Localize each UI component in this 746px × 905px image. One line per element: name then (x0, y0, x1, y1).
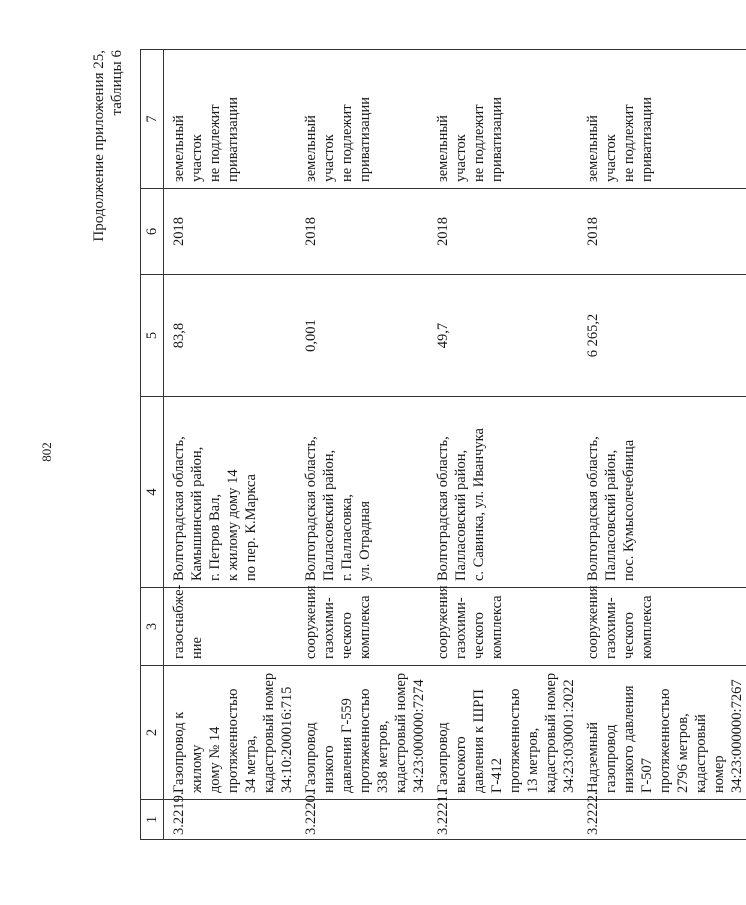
row-number: 3.2221. (428, 800, 578, 840)
continuation-line-1: Продолжение приложения 25, (91, 50, 107, 242)
table-row (578, 50, 746, 840)
object-address: Волгоградская область, Палласовский район, пос. Кумысолечебница (578, 397, 746, 588)
object-address: Волгоградская область, Камышинский район, г. Петров Вал, к жилому дому 14 по пер. К.Маркса (164, 397, 297, 588)
table-row (428, 50, 578, 840)
property-table (140, 49, 746, 840)
continuation-line-2: таблицы 6 (109, 50, 125, 116)
object-address: Волгоградская область, Палласовский район, с. Савинка, ул. Иванчука (428, 397, 578, 588)
object-address: Волгоградская область, Палласовский район, г. Палласовка, ул. Отрадная (296, 397, 428, 588)
object-year: 2018 (578, 189, 746, 275)
column-header: 7 (141, 50, 164, 189)
object-note: земельный участок не подлежит приватизации (164, 50, 297, 189)
object-purpose: газоснабже- ние (164, 588, 297, 666)
object-area: 83,8 (164, 275, 297, 397)
page-number: 802 (39, 442, 54, 462)
object-name: Газопровод к жилому дому № 14 протяженностью 34 метра, кадастровый номер 34:10:200016:715 (164, 666, 297, 800)
rotated-content (90, 50, 745, 840)
object-name: Газопровод высокого давления к ШРП Г-412 протяженностью 13 метров, кадастровый номер 34:23:030001:2022 (428, 666, 578, 800)
row-number: 3.2222. (578, 800, 746, 840)
object-year: 2018 (164, 189, 297, 275)
object-name: Газопровод низкого давления Г-559 протяженностью 338 метров, кадастровый номер 34:23:000000:7274 (296, 666, 428, 800)
object-purpose: сооружения газохими- ческого комплекса (296, 588, 428, 666)
object-year: 2018 (296, 189, 428, 275)
table-row (296, 50, 428, 840)
object-year: 2018 (428, 189, 578, 275)
object-area: 49,7 (428, 275, 578, 397)
object-note: земельный участок не подлежит приватизации (428, 50, 578, 189)
object-name: Надземный газопровод низкого давления Г-507 протяженностью 2796 метров, кадастровый номер 34:23:000000:7267 (578, 666, 746, 800)
column-header: 3 (141, 588, 164, 666)
column-header: 2 (141, 666, 164, 800)
column-header: 4 (141, 397, 164, 588)
object-area: 6 265,2 (578, 275, 746, 397)
row-number: 3.2219. (164, 800, 297, 840)
column-header: 6 (141, 189, 164, 275)
row-number: 3.2220. (296, 800, 428, 840)
column-header: 5 (141, 275, 164, 397)
object-note: земельный участок не подлежит приватизации (296, 50, 428, 189)
object-purpose: сооружения газохими- ческого комплекса (428, 588, 578, 666)
column-header: 1 (141, 800, 164, 840)
object-purpose: сооружения газохими- ческого комплекса (578, 588, 746, 666)
object-note: земельный участок не подлежит приватизации (578, 50, 746, 189)
continuation-header (90, 50, 126, 242)
table-row (164, 50, 297, 840)
object-area: 0,001 (296, 275, 428, 397)
table-header-row (141, 50, 164, 840)
